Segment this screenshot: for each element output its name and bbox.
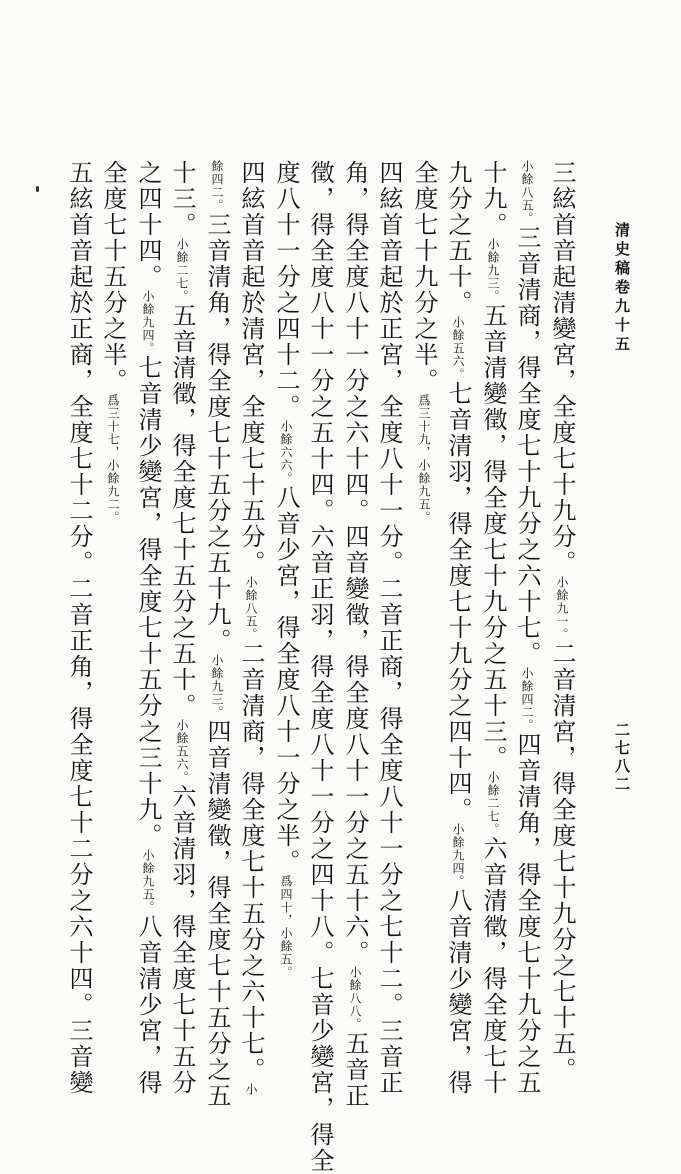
running-header-title: 清史稿卷九十五 [613,222,631,355]
interlinear-note: 小餘八五。 [520,160,534,225]
interlinear-note: 餘四二。 [210,160,224,212]
ink-speck [36,186,39,192]
text-segment: 之四十四。 [134,160,162,290]
interlinear-note: 小餘八八。 [348,966,362,1031]
text-segment: 八音少宮，得全度八十一分之半。 [272,485,300,875]
text-segment: 五絃首音起於正商，全度七十二分。二音正角，得全度七十二分之六十四。三音變 [65,160,93,1096]
interlinear-note: 爲三十七，小餘九二。 [106,394,120,524]
interlinear-note: 小餘九一。 [555,576,569,641]
text-segment: 六音清羽，得全度七十五分 [168,784,196,1096]
text-segment: 五音清徵，得全度七十五分之五十。 [168,303,196,719]
text-column [510,160,544,1096]
text-segment: 十三。 [168,160,196,238]
text-segment: 五音清變徵，得全度七十九分之五十三。 [479,303,507,771]
interlinear-note: 爲三十九，小餘九五。 [417,394,431,524]
text-segment: 三絃首音起清變宮，全度七十九分。 [548,160,576,576]
text-segment: 五音正 [341,1031,369,1109]
text-segment: 七音清少變宮，得全度七十五分之三十九。 [134,355,162,849]
interlinear-note: 小餘四二。 [520,667,534,732]
interlinear-note: 小餘五六。 [451,316,465,381]
text-segment: 二音清宮，得全度七十九分之七十五。 [548,641,576,1083]
interlinear-note: 小餘五六。 [175,719,189,784]
text-column [441,160,475,1096]
interlinear-note: 小餘九三。 [210,654,224,719]
text-segment: 六音清徵，得全度七十 [479,836,507,1096]
text-column [96,160,130,524]
text-segment: 九分之五十。 [444,160,472,316]
text-segment: 四音清變徵，得全度七十五分之五 [203,719,231,1109]
text-column [407,160,441,524]
text-column [476,160,510,1096]
text-segment: 全度七十五分之半。 [99,160,127,394]
text-column [338,160,372,1109]
text-segment: 八音清少變宮，得 [444,888,472,1096]
text-column [131,160,165,1096]
text-column [303,160,337,1174]
interlinear-note: 小餘九四。 [451,823,465,888]
interlinear-note: 小 [244,1083,258,1096]
text-segment: 七音清羽，得全度七十九分之四十四。 [444,381,472,823]
text-column [234,160,268,1096]
text-column [372,160,406,1096]
interlinear-note: 小餘九五。 [141,849,155,914]
interlinear-note: 小餘九三。 [486,238,500,303]
interlinear-note: 小餘二七。 [486,771,500,836]
text-segment: 二音清商，得全度七十五分之六十七。 [237,641,265,1083]
text-segment: 角，得全度八十一分之六十四。四音變徵，得全度八十一分之五十六。 [341,160,369,966]
text-segment: 八音清少宮，得 [134,914,162,1096]
text-column [200,160,234,1109]
interlinear-note: 小餘二七。 [175,238,189,303]
text-segment: 度八十一分之四十二。 [272,160,300,420]
text-segment: 四音清角，得全度七十九分之五 [513,732,541,1096]
text-segment: 三音清商，得全度七十九分之六十七。 [513,225,541,667]
interlinear-note: 爲四十，小餘五。 [279,875,293,979]
page-number: 二七八二 [613,722,631,794]
text-column [269,160,303,979]
text-column [165,160,199,1096]
text-segment: 全度七十九分之半。 [410,160,438,394]
interlinear-note: 小餘六六。 [279,420,293,485]
text-segment: 三音清角，得全度七十五分之五十九。 [203,212,231,654]
text-segment: 十九。 [479,160,507,238]
interlinear-note: 小餘九四。 [141,290,155,355]
text-segment: 四絃首音起於清宮，全度七十五分。 [237,160,265,576]
text-segment: 徵，得全度八十一分之五十四。六音正羽，得全度八十一分之四十八。七音少變宮，得全 [306,160,334,1174]
text-column [545,160,579,1083]
text-column [62,160,96,1096]
interlinear-note: 小餘八五。 [244,576,258,641]
text-segment: 四絃首音起於正宮，全度八十一分。二音正商，得全度八十一分之七十二。三音正 [375,160,403,1096]
